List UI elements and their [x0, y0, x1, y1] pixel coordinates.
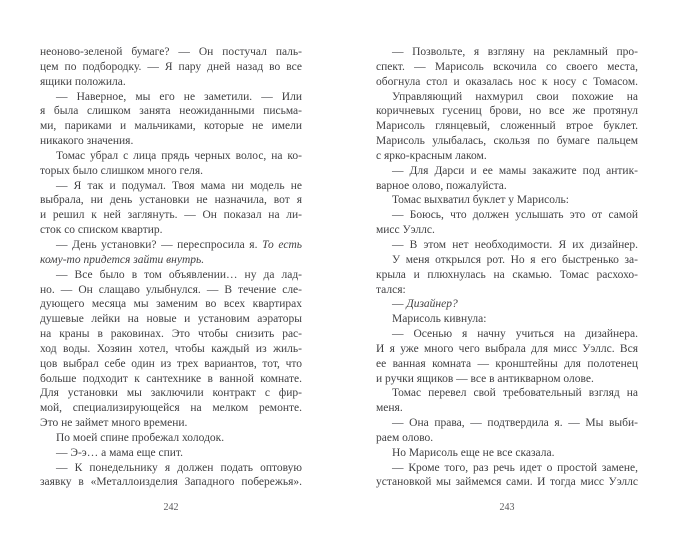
text-line [376, 45, 638, 60]
text-run: — Кроме того, раз речь идет о простой замене, [392, 461, 638, 474]
text-line [376, 164, 638, 179]
text-line [376, 268, 638, 283]
text-run: крыла и плюхнулась на скамью. Томас расхохо- [376, 268, 638, 281]
text-run: с ярко-красным лаком. [376, 149, 487, 162]
text-run: Томас перевел свой требовательный взгляд на [392, 387, 638, 400]
text-line [40, 90, 302, 105]
text-line [376, 238, 638, 253]
text-line [376, 75, 638, 90]
text-run: спект. — Марисоль вскочила со своего места, [376, 60, 638, 73]
text-line [40, 386, 302, 401]
text-line [376, 475, 638, 490]
text-line [376, 312, 638, 327]
text-line [40, 179, 302, 194]
text-line [40, 461, 302, 476]
text-run: но. — Он слащаво улыбнулся. — В течение сле- [40, 283, 302, 296]
text-run: цем по подбородку. — Я пару дней назад во все [40, 60, 302, 73]
text-run: По моей спине пробежал холодок. [56, 431, 225, 444]
text-line [40, 253, 302, 268]
text-line [376, 104, 638, 119]
text-line [40, 312, 302, 327]
text-run: — Наверное, мы его не заметили. — Или [56, 90, 302, 103]
text-line [376, 90, 638, 105]
text-line [40, 431, 302, 446]
text-run: — В этом нет необходимости. Я их дизайнер. [392, 238, 638, 251]
text-run: меня. [376, 402, 403, 415]
text-line [40, 283, 302, 298]
text-run: торых было слишком много геля. [40, 164, 204, 177]
text-run: — Осенью я начну учиться на дизайнера. [392, 328, 638, 341]
text-run: Для установки мы заключили контракт с фир- [40, 387, 302, 400]
text-line [376, 149, 638, 164]
text-run: Это не займет много времени. [40, 417, 188, 430]
text-run: — [392, 298, 407, 311]
text-line [40, 446, 302, 461]
text-line [376, 193, 638, 208]
text-run: выбрала, ни день установки не назначила, вот я [40, 194, 302, 207]
text-run: раем олово. [376, 431, 434, 444]
text-run: Управляющий нахмурил свои похожие на [392, 90, 638, 103]
text-run: сток со списком квартир. [40, 224, 163, 237]
text-run: и решил к ней заглянуть. — Он показал на ли- [40, 209, 302, 222]
text-line [40, 60, 302, 75]
text-line [40, 475, 302, 490]
text-line [40, 75, 302, 90]
text-line [376, 60, 638, 75]
text-line [40, 268, 302, 283]
text-line [40, 327, 302, 342]
text-line [40, 208, 302, 223]
text-line [376, 372, 638, 387]
text-line [40, 357, 302, 372]
text-line [40, 104, 302, 119]
text-run-italic: кому-то придется зайти внутрь. [40, 253, 205, 266]
text-line [40, 119, 302, 134]
text-run: дующего месяца мы заменим во всех квартирах [40, 298, 302, 311]
text-run: ход воды. Хозяин хотел, чтобы каждый из жиль- [40, 342, 302, 355]
text-line [376, 386, 638, 401]
text-run: ми, париками и мальчиками, которые не имели [40, 120, 302, 133]
text-line [376, 357, 638, 372]
text-run: Марисоль улыбалась, скользя по бумаге пальцем [376, 135, 638, 148]
text-run: на краны в раковинах. Это чтобы снизить рас- [40, 328, 302, 341]
text-line [376, 119, 638, 134]
text-line [40, 223, 302, 238]
text-run: обогнула стол и оказалась нос к носу с Томасом. [376, 75, 638, 88]
text-line [376, 179, 638, 194]
text-line [40, 401, 302, 416]
text-line [40, 297, 302, 312]
text-line [40, 193, 302, 208]
left-page-number: 242 [163, 502, 179, 513]
text-line [376, 297, 638, 312]
text-line [376, 446, 638, 461]
text-line [40, 342, 302, 357]
text-run-italic: Дизайнер? [406, 298, 458, 311]
text-run: Томас убрал с лица прядь черных волос, на ко- [56, 149, 302, 162]
text-run: цов выбрал себе один из трех вариантов, тот, что [40, 357, 302, 370]
text-run: У меня открылся рот. Но я его быстренько за- [392, 253, 638, 266]
text-run: мой, специализирующейся на мелком ремонте. [40, 402, 302, 415]
text-run: — Я так и подумал. Твоя мама ни модель не [56, 179, 302, 192]
text-run: — Она права, — подтвердила я. — Мы выби- [392, 417, 638, 430]
text-line [376, 461, 638, 476]
text-run: Но Марисоль еще не все сказала. [392, 446, 555, 459]
text-line [40, 416, 302, 431]
text-run-italic: То есть [262, 238, 302, 251]
text-line [40, 134, 302, 149]
text-line [376, 327, 638, 342]
text-run: — День установки? — переспросила я. [56, 238, 263, 251]
text-run: мисс Уэллс. [376, 224, 435, 237]
text-run: больше подходит к сантехнике в ванной комнате. [40, 372, 302, 385]
text-run: тался: [376, 283, 406, 296]
text-line [376, 253, 638, 268]
text-line [40, 238, 302, 253]
text-run: Марисоль глянцевый, сложенный втрое буклет. [376, 120, 638, 133]
text-line [376, 416, 638, 431]
text-run: заявку в «Металлоизделия Западного побережья». [40, 476, 302, 489]
text-run: ящики положила. [40, 75, 126, 88]
text-run: никакого значения. [40, 135, 134, 148]
text-run: варное олово, пожалуйста. [376, 179, 507, 192]
text-line [376, 208, 638, 223]
text-line [40, 164, 302, 179]
text-line [376, 134, 638, 149]
text-run: коричневых гусениц брови, но все же протянул [376, 105, 638, 118]
text-line [376, 223, 638, 238]
text-line [376, 342, 638, 357]
text-run: — Э-э… а мама еще спит. [56, 446, 183, 459]
right-page-text [376, 45, 638, 490]
text-line [40, 372, 302, 387]
text-line [376, 401, 638, 416]
text-run: ее ванная комната — кронштейны для полотенец [376, 357, 638, 370]
text-run: Марисоль кивнула: [392, 313, 487, 326]
text-line [40, 149, 302, 164]
text-run: — Для Дарси и ее мамы закажите под антик- [392, 164, 638, 177]
text-run: и ручки ящиков — все в антикварном олове. [376, 372, 594, 385]
left-page-text [40, 45, 302, 490]
text-run: — Позвольте, я взгляну на рекламный про- [392, 46, 638, 58]
text-line [40, 45, 302, 60]
text-run: душевые лейки на новые и установим аэраторы [40, 313, 302, 326]
text-run: — К понедельнику я должен подать оптовую [56, 461, 302, 474]
text-run: я была слишком занята неожиданными письма- [40, 105, 302, 118]
text-run: И я уже много чего выбрала для мисс Уэллс. Вся [376, 342, 638, 355]
text-line [376, 431, 638, 446]
text-run: установкой мы займемся сами. И тогда мисс Уэллс [376, 476, 638, 489]
text-run: неоново-зеленой бумаге? — Он постучал паль- [40, 46, 302, 58]
right-page-number: 243 [499, 502, 515, 513]
text-run: Томас выхватил буклет у Марисоль: [392, 194, 569, 207]
text-run: — Все было в том объявлении… ну да лад- [56, 268, 302, 281]
text-line [376, 283, 638, 298]
text-run: — Боюсь, что должен услышать это от самой [392, 209, 638, 222]
